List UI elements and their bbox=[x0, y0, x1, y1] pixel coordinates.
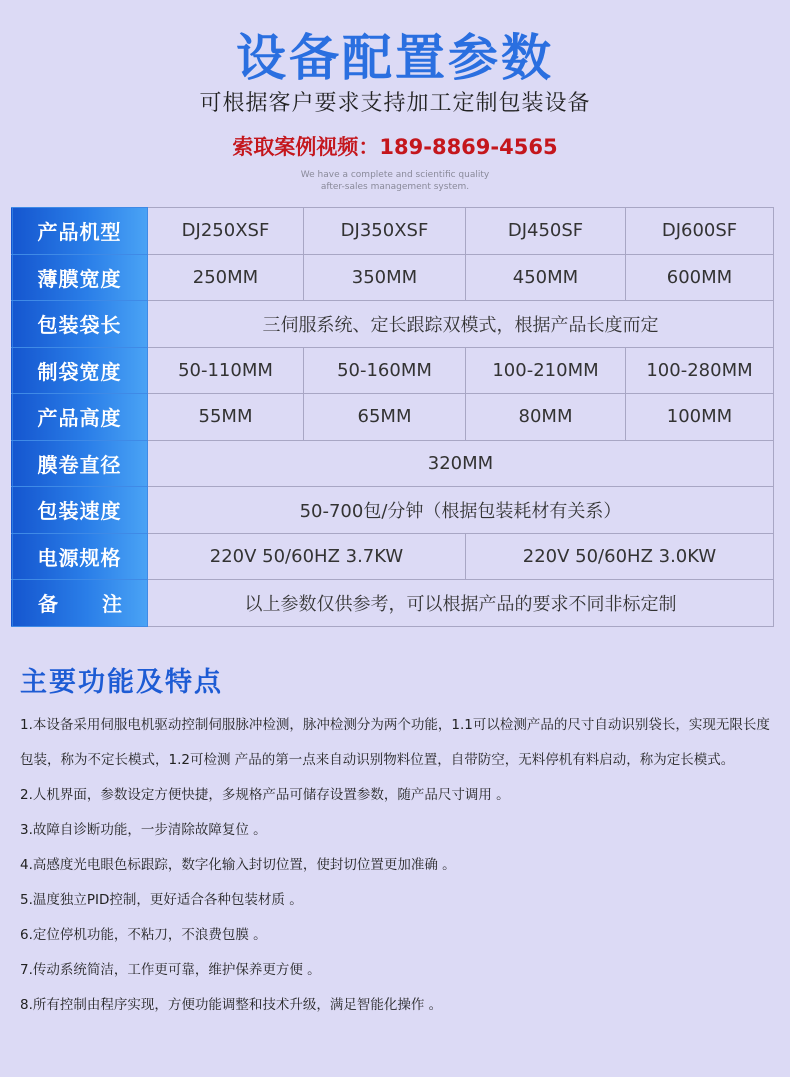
table-cell: 55MM bbox=[148, 394, 304, 441]
table-cell: 以上参数仅供参考，可以根据产品的要求不同非标定制 bbox=[148, 580, 774, 627]
table-cell: 65MM bbox=[304, 394, 466, 441]
feature-item: 6.定位停机功能，不粘刀，不浪费包膜 。 bbox=[20, 927, 267, 943]
table-cell: 220V 50/60HZ 3.7KW bbox=[148, 533, 466, 580]
table-row-bag-width bbox=[12, 347, 774, 394]
table-cell: 80MM bbox=[466, 394, 626, 441]
feature-item: 4.高感度光电眼色标跟踪，数字化输入封切位置，使封切位置更加准确 。 bbox=[20, 857, 456, 873]
feature-item: 8.所有控制由程序实现，方便功能调整和技术升级，满足智能化操作 。 bbox=[20, 997, 443, 1013]
table-cell: 250MM bbox=[148, 254, 304, 301]
table-row-bag-length bbox=[12, 301, 774, 348]
table-cell: 600MM bbox=[626, 254, 774, 301]
feature-item: 7.传动系统简洁，工作更可靠，维护保养更方便 。 bbox=[20, 962, 321, 978]
table-cell: 220V 50/60HZ 3.0KW bbox=[466, 533, 774, 580]
table-row-film-width bbox=[12, 254, 774, 301]
table-row-power bbox=[12, 533, 774, 580]
page-title: 设备配置参数 bbox=[236, 29, 554, 87]
row-label: 产品机型 bbox=[12, 208, 148, 255]
table-row-remarks bbox=[12, 580, 774, 627]
row-label: 包装速度 bbox=[12, 487, 148, 534]
table-cell: 100MM bbox=[626, 394, 774, 441]
table-cell: 50-700包/分钟（根据包装耗材有关系） bbox=[148, 487, 774, 534]
row-label-right: 注 bbox=[102, 592, 123, 617]
row-label-left: 备 bbox=[38, 592, 77, 617]
table-row-model bbox=[12, 208, 774, 255]
row-label-remarks bbox=[12, 580, 148, 627]
row-label: 膜卷直径 bbox=[12, 440, 148, 487]
contact-phone: 索取案例视频：189-8869-4565 bbox=[232, 135, 558, 159]
table-cell: 100-280MM bbox=[626, 347, 774, 394]
features-list bbox=[20, 708, 780, 1023]
table-cell: 三伺服系统、定长跟踪双模式，根据产品长度而定 bbox=[148, 301, 774, 348]
table-cell: 50-110MM bbox=[148, 347, 304, 394]
tagline-line-1: We have a complete and scientific quality bbox=[300, 170, 490, 180]
table-row-product-height bbox=[12, 394, 774, 441]
tagline-line-2: after-sales management system. bbox=[320, 182, 470, 192]
page-subtitle: 可根据客户要求支持加工定制包装设备 bbox=[199, 91, 591, 116]
feature-item: 1.本设备采用伺服电机驱动控制伺服脉冲检测，脉冲检测分为两个功能，1.1可以检测产品的尺寸自动识别袋长，实现无限长度包装，称为不定长模式，1.2可检测 产品的第一点来自动识别物料位置，自带防空，无料停机有料启动，称为定长模式。 bbox=[20, 717, 770, 768]
table-cell: DJ450SF bbox=[466, 208, 626, 255]
table-cell: 50-160MM bbox=[304, 347, 466, 394]
table-cell: 450MM bbox=[466, 254, 626, 301]
table-cell: 320MM bbox=[148, 440, 774, 487]
feature-item: 2.人机界面，参数设定方便快捷，多规格产品可储存设置参数，随产品尺寸调用 。 bbox=[20, 787, 510, 803]
table-row-packing-speed bbox=[12, 487, 774, 534]
row-label: 产品高度 bbox=[12, 394, 148, 441]
table-row-roll-diameter bbox=[12, 440, 774, 487]
row-label: 制袋宽度 bbox=[12, 347, 148, 394]
feature-item: 5.温度独立PID控制，更好适合各种包装材质 。 bbox=[20, 892, 303, 908]
features-title: 主要功能及特点 bbox=[20, 667, 223, 698]
tagline bbox=[0, 169, 790, 193]
feature-item: 3.故障自诊断功能，一步清除故障复位 。 bbox=[20, 822, 267, 838]
row-label: 电源规格 bbox=[12, 533, 148, 580]
row-label: 包装袋长 bbox=[12, 301, 148, 348]
table-cell: 350MM bbox=[304, 254, 466, 301]
row-label: 薄膜宽度 bbox=[12, 254, 148, 301]
table-cell: 100-210MM bbox=[466, 347, 626, 394]
table-cell: DJ250XSF bbox=[148, 208, 304, 255]
table-cell: DJ350XSF bbox=[304, 208, 466, 255]
table-cell: DJ600SF bbox=[626, 208, 774, 255]
spec-table bbox=[11, 207, 774, 627]
